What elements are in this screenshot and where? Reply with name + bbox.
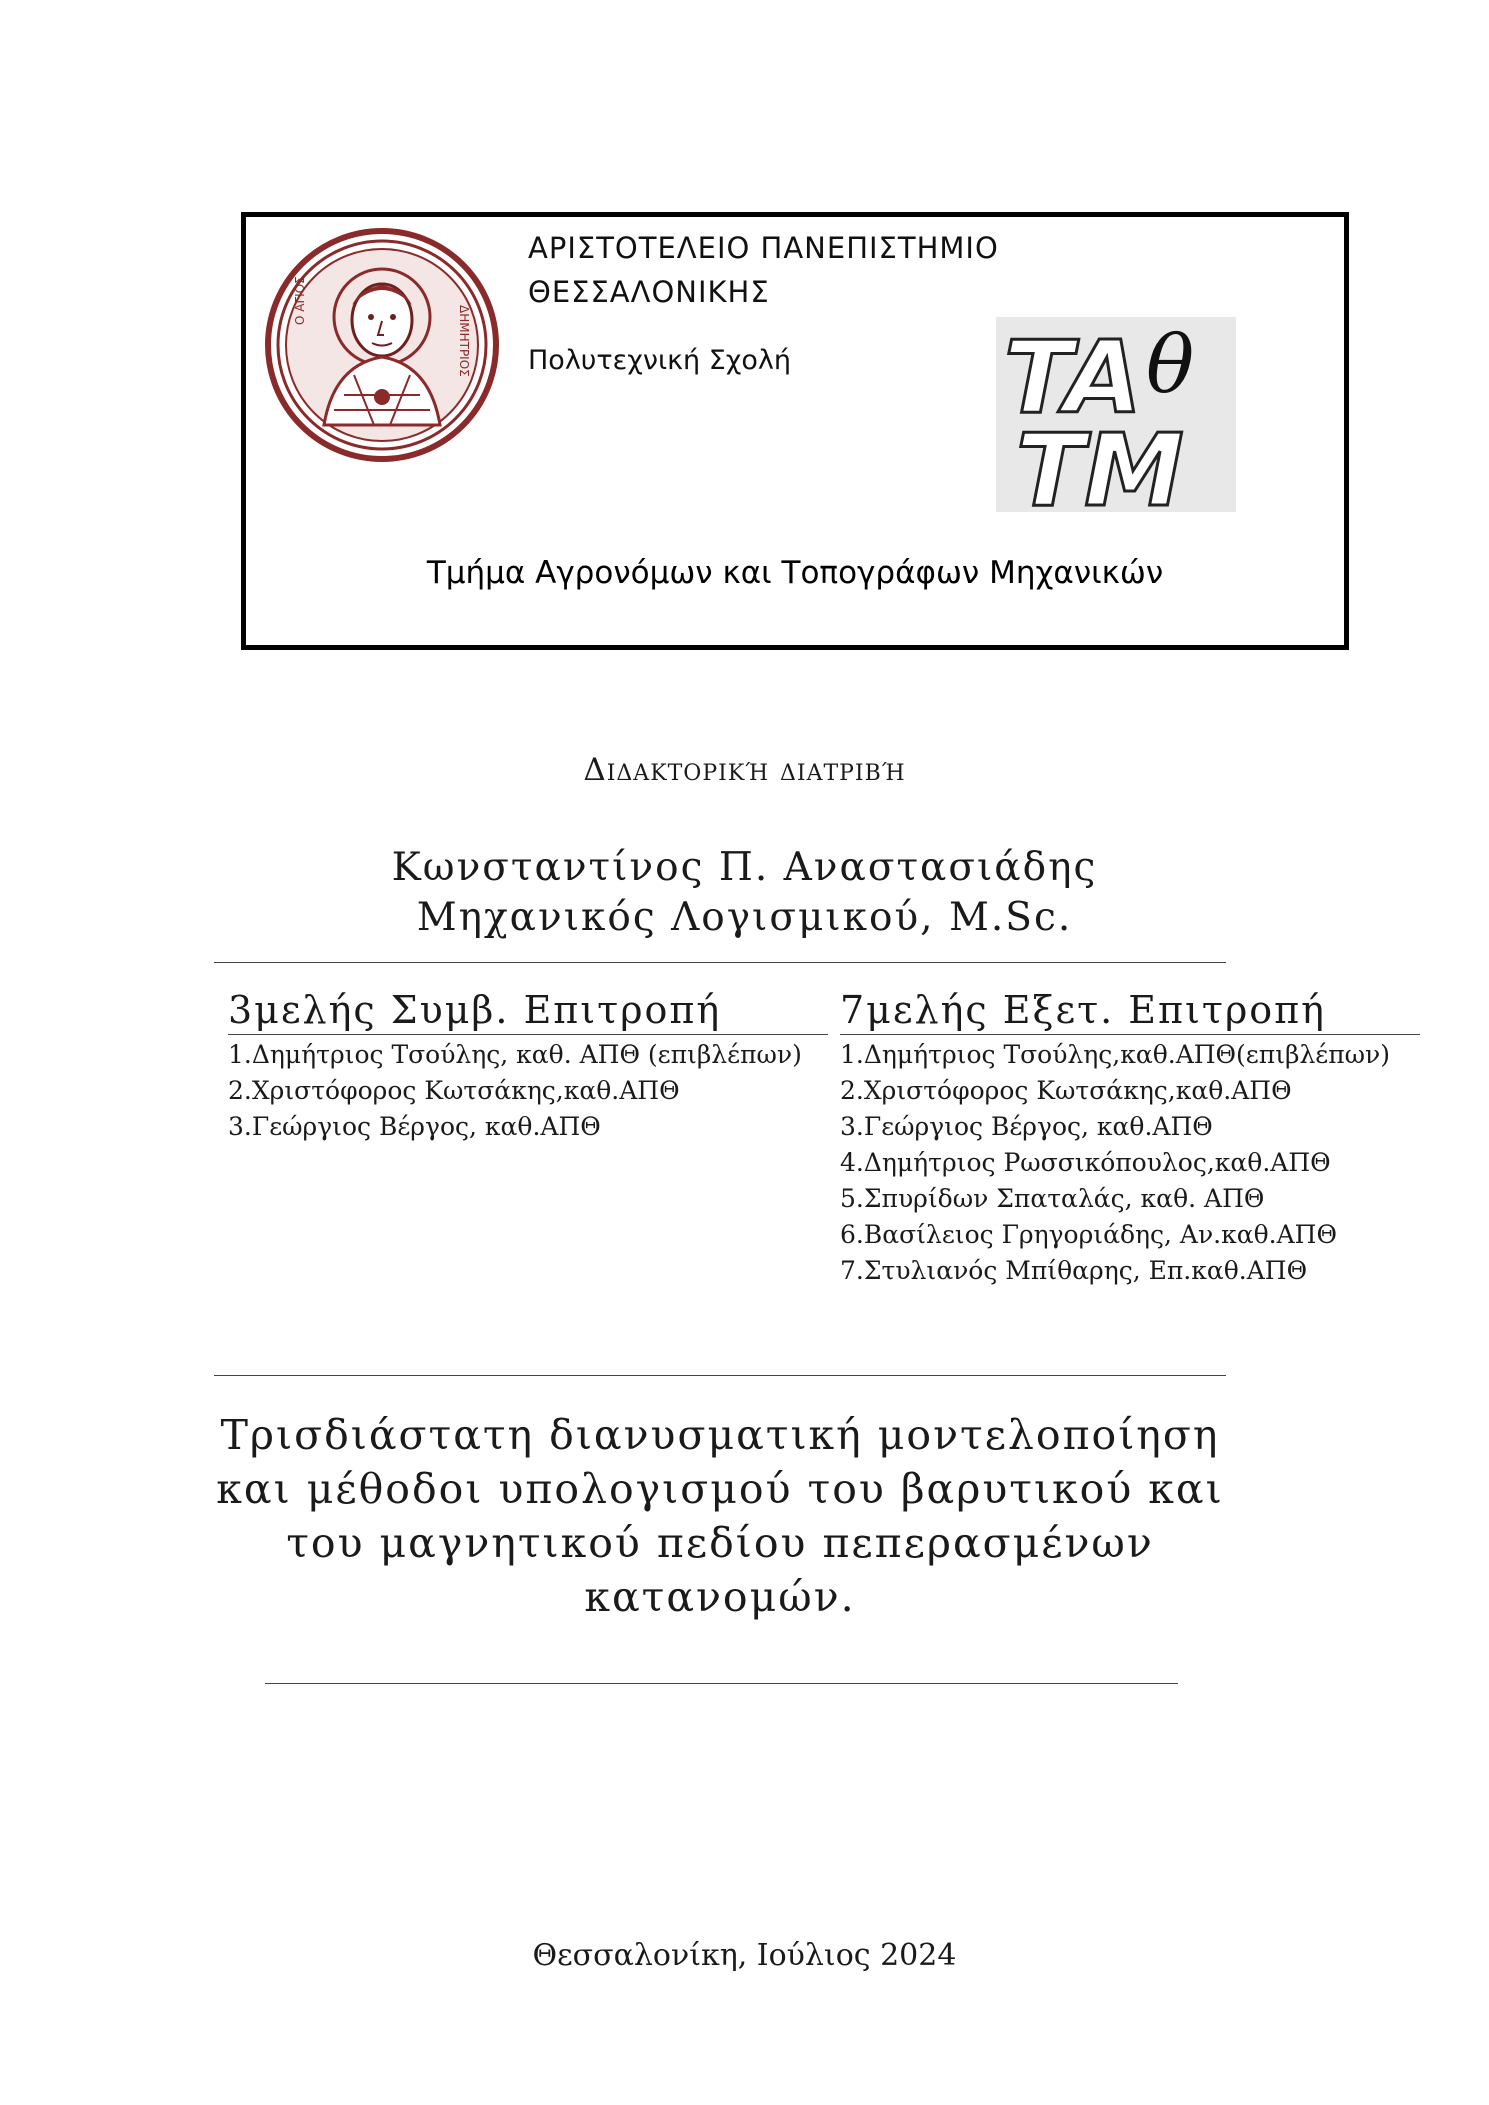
author-title: Μηχανικός Λογισμικού, M.Sc. <box>416 895 1073 940</box>
committee-member: 1.Δημήτριος Τσούλης,καθ.ΑΠΘ(επιβλέπων) <box>840 1040 1391 1069</box>
committee-member: 2.Χριστόφορος Κωτσάκης,καθ.ΑΠΘ <box>228 1076 680 1105</box>
department-logo <box>996 317 1236 512</box>
logo-text-top: TA <box>1004 319 1142 436</box>
author-name: Κωνσταντίνος Π. Αναστασιάδης <box>391 845 1098 890</box>
committee-member: 6.Βασίλειος Γρηγοριάδης, Αν.καθ.ΑΠΘ <box>840 1220 1337 1249</box>
document-type: Διδακτορική διατριβή <box>583 752 906 788</box>
committee-member: 7.Στυλιανός Μπίθαρης, Επ.καθ.ΑΠΘ <box>840 1256 1308 1285</box>
seal-text-right: ΔΗΜΗΤΡΙΟΣ <box>457 305 471 377</box>
thesis-title-line: του μαγνητικού πεδίου πεπερασμένων <box>286 1519 1154 1567</box>
thesis-title-line: Τρισδιάστατη διανυσματική μοντελοποίηση <box>220 1411 1220 1459</box>
school-name: Πολυτεχνική Σχολή <box>528 345 791 376</box>
divider <box>214 962 1226 963</box>
committee-member: 3.Γεώργιος Βέργος, καθ.ΑΠΘ <box>840 1112 1213 1141</box>
examination-committee-list <box>840 1035 1391 1289</box>
thesis-title <box>200 1408 1240 1624</box>
logo-text-bottom: TM <box>1016 412 1184 512</box>
committee-member: 5.Σπυρίδων Σπαταλάς, καθ. ΑΠΘ <box>840 1184 1265 1213</box>
thesis-title-line: κατανομών. <box>584 1573 856 1621</box>
divider <box>265 1683 1178 1684</box>
advisory-committee-list <box>228 1035 818 1145</box>
place-date: Θεσσαλονίκη, Ιούλιος 2024 <box>532 1938 957 1973</box>
logo-text-theta: θ <box>1146 318 1195 411</box>
seal-text-left: Ο ΑΓΙΟΣ <box>293 276 307 325</box>
university-name-line1: ΑΡΙΣΤΟΤΕΛΕΙΟ ΠΑΝΕΠΙΣΤΗΜΙΟ <box>528 231 999 265</box>
department-name: Τμήμα Αγρονόμων και Τοπογράφων Μηχανικών <box>426 555 1164 591</box>
examination-committee-heading: 7μελής Εξετ. Επιτροπή <box>840 988 1420 1035</box>
advisory-committee-heading: 3μελής Συμβ. Επιτροπή <box>228 988 828 1035</box>
university-name-line2: ΘΕΣΣΑΛΟΝΙΚΗΣ <box>528 275 770 309</box>
committee-member: 3.Γεώργιος Βέργος, καθ.ΑΠΘ <box>228 1112 601 1141</box>
committee-member: 4.Δημήτριος Ρωσσικόπουλος,καθ.ΑΠΘ <box>840 1148 1331 1177</box>
divider <box>214 1375 1226 1376</box>
thesis-title-line: και μέθοδοι υπολογισμού του βαρυτικού και <box>216 1465 1224 1513</box>
university-seal-logo <box>264 225 500 465</box>
committee-member: 1.Δημήτριος Τσούλης, καθ. ΑΠΘ (επιβλέπων) <box>228 1040 802 1069</box>
examination-committee <box>840 988 1391 1289</box>
advisory-committee <box>228 988 818 1145</box>
header-box <box>241 212 1349 650</box>
committee-member: 2.Χριστόφορος Κωτσάκης,καθ.ΑΠΘ <box>840 1076 1292 1105</box>
